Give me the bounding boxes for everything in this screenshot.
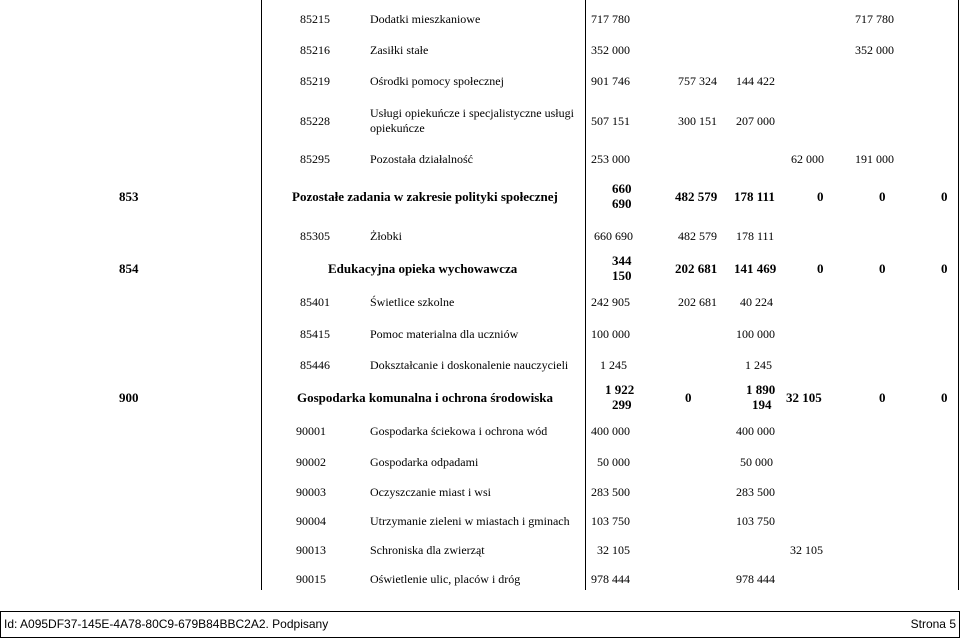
section-c6: 0 [941,390,948,405]
section-total-line1: 344 [612,253,632,268]
row-code: 90015 [296,572,326,586]
section-total-line2: 299 [612,397,632,412]
row-total: 352 000 [591,43,630,57]
row-c5: 717 780 [855,12,894,26]
row-c2: 757 324 [678,74,717,88]
row-c3: 978 444 [736,572,775,586]
row-c3: 207 000 [736,114,775,128]
section-c6: 0 [941,189,948,204]
row-name-line1: Usługi opiekuńcze i specjalistyczne usługi [370,106,574,120]
table-left-border [261,0,262,590]
row-name: Pomoc materialna dla uczniów [370,327,519,341]
row-name: Schroniska dla zwierząt [370,543,485,557]
document-id: Id: A095DF37-145E-4A78-80C9-679B84BBC2A2. Podpisany [4,617,329,631]
section-c3-line1: 1 890 [746,382,776,397]
row-c4: 32 105 [790,543,823,557]
section-code: 853 [119,189,139,204]
row-name: Oświetlenie ulic, placów i dróg [370,572,521,586]
row-total: 32 105 [597,543,630,557]
section-c3-line2: 194 [752,397,772,412]
row-c3: 50 000 [740,455,773,469]
row-c5: 191 000 [855,152,894,166]
row-c3: 283 500 [736,485,775,499]
row-name: Utrzymanie zieleni w miastach i gminach [370,514,570,528]
section-c4: 0 [817,261,824,276]
row-name: Ośrodki pomocy społecznej [370,74,504,88]
row-c3: 400 000 [736,424,775,438]
row-name: Pozostała działalność [370,152,473,166]
section-c3: 141 469 [734,261,777,276]
row-c3: 103 750 [736,514,775,528]
row-c2: 202 681 [678,295,717,309]
row-c3: 40 224 [740,295,773,309]
row-code: 85295 [300,152,330,166]
row-c3: 100 000 [736,327,775,341]
row-code: 85401 [300,295,330,309]
row-code: 90004 [296,514,326,528]
row-c3: 178 111 [736,229,775,243]
row-total: 103 750 [591,514,630,528]
row-name: Gospodarka odpadami [370,455,479,469]
row-total: 1 245 [600,358,627,372]
section-total-line2: 690 [612,196,632,211]
row-code: 90001 [296,424,326,438]
row-code: 85216 [300,43,330,57]
row-name-line2: opiekuńcze [370,121,425,135]
section-total-line2: 150 [612,268,632,283]
row-total: 50 000 [597,455,630,469]
section-c3: 178 111 [734,189,775,204]
section-c5: 0 [879,261,886,276]
row-total: 100 000 [591,327,630,341]
row-total: 660 690 [594,229,633,243]
section-name: Edukacyjna opieka wychowawcza [328,261,518,276]
section-total-line1: 1 922 [605,382,635,397]
footer-top-border [0,611,960,612]
row-total: 253 000 [591,152,630,166]
section-c2: 202 681 [675,261,718,276]
row-name: Gospodarka ściekowa i ochrona wód [370,424,548,438]
section-name: Pozostałe zadania w zakresie polityki społecznej [292,189,558,204]
row-name: Dodatki mieszkaniowe [370,12,481,26]
footer-left-border [0,611,1,638]
column-divider [585,0,586,590]
row-code: 85228 [300,114,330,128]
section-code: 854 [119,261,139,276]
row-name: Żłobki [370,229,402,243]
section-c2: 482 579 [675,189,718,204]
row-code: 85219 [300,74,330,88]
row-code: 85215 [300,12,330,26]
row-code: 90013 [296,543,326,557]
section-name: Gospodarka komunalna i ochrona środowiska [297,390,553,405]
row-code: 90003 [296,485,326,499]
section-c2: 0 [685,390,692,405]
row-total: 400 000 [591,424,630,438]
row-c3: 1 245 [745,358,772,372]
row-c5: 352 000 [855,43,894,57]
section-c5: 0 [879,390,886,405]
row-c3: 144 422 [736,74,775,88]
section-c6: 0 [941,261,948,276]
section-total-line1: 660 [612,181,632,196]
row-name: Świetlice szkolne [370,295,455,309]
row-total: 978 444 [591,572,630,586]
row-code: 85305 [300,229,330,243]
row-c4: 62 000 [791,152,824,166]
section-c4: 0 [817,189,824,204]
section-code: 900 [119,390,139,405]
row-c2: 482 579 [678,229,717,243]
row-name: Dokształcanie i doskonalenie nauczycieli [370,358,569,372]
section-c4: 32 105 [786,390,822,405]
row-total: 242 905 [591,295,630,309]
page-number: Strona 5 [910,617,956,631]
row-code: 90002 [296,455,326,469]
row-c2: 300 151 [678,114,717,128]
row-total: 901 746 [591,74,630,88]
row-total: 283 500 [591,485,630,499]
row-name: Zasiłki stałe [370,43,429,57]
row-total: 507 151 [591,114,630,128]
row-code: 85446 [300,358,330,372]
row-total: 717 780 [591,12,630,26]
table-right-border [958,0,959,590]
section-c5: 0 [879,189,886,204]
row-code: 85415 [300,327,330,341]
row-name: Oczyszczanie miast i wsi [370,485,491,499]
